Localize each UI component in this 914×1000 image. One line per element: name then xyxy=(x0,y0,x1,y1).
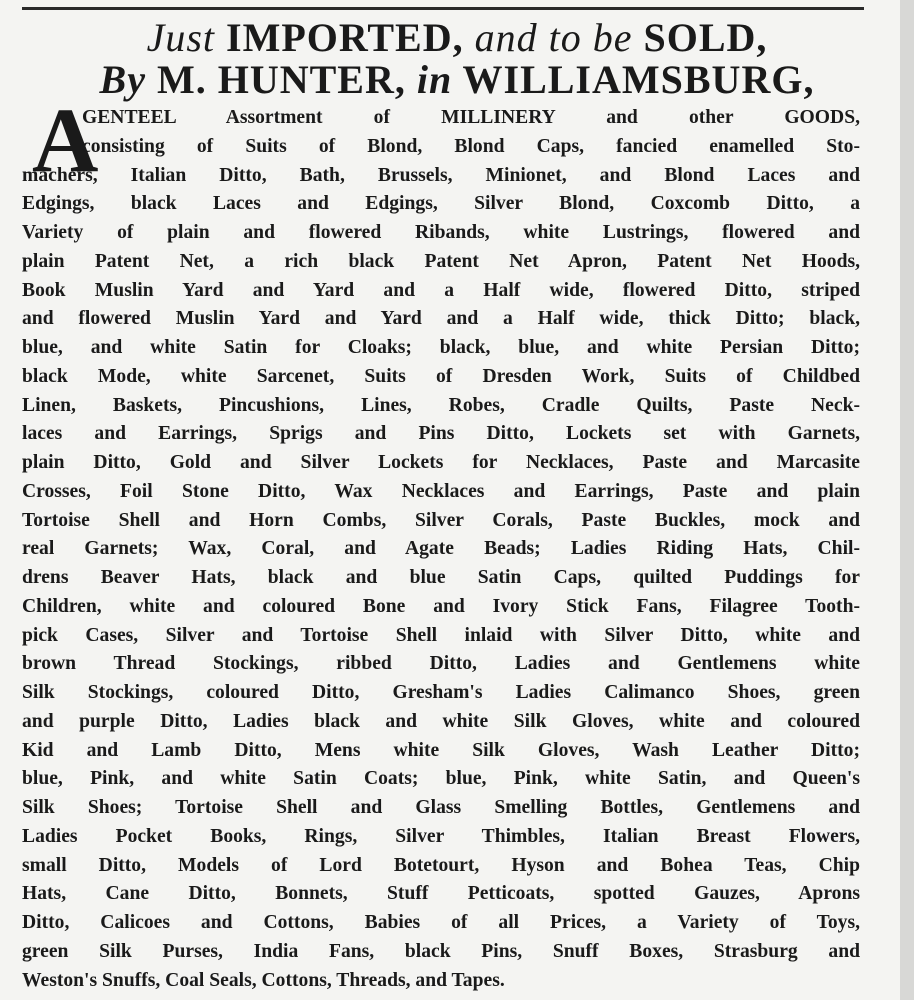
ad-line: plain Patent Net, a rich black Patent Net Apron, Patent Net Hoods, xyxy=(22,250,860,272)
headline-town: WILLIAMSBURG, xyxy=(452,57,815,102)
ad-line: Linen, Baskets, Pincushions, Lines, Robes, Cradle Quilts, Paste Neck- xyxy=(22,394,860,416)
ad-line: machers, Italian Ditto, Bath, Brussels, Minionet, and Blond Laces and xyxy=(22,164,860,186)
headline-just: Just xyxy=(146,15,216,60)
ad-line: green Silk Purses, India Fans, black Pins, Snuff Boxes, Strasburg and xyxy=(22,940,860,962)
ad-line: GENTEEL Assortment of MILLINERY and other GOODS, xyxy=(82,107,860,128)
headline-line-1 xyxy=(0,14,914,61)
ad-line: real Garnets; Wax, Coral, and Agate Beads; Ladies Riding Hats, Chil- xyxy=(22,538,860,560)
headline-by: By xyxy=(99,57,146,102)
ad-line: drens Beaver Hats, black and blue Satin Caps, quilted Puddings for xyxy=(22,567,860,588)
ad-line: Crosses, Foil Stone Ditto, Wax Necklaces and Earrings, Paste and plain xyxy=(22,480,860,502)
ad-line: Ladies Pocket Books, Rings, Silver Thimbles, Italian Breast Flowers, xyxy=(22,825,860,847)
advertisement-body xyxy=(22,104,860,995)
ad-line: Book Muslin Yard and Yard and a Half wide, flowered Ditto, striped xyxy=(22,279,860,301)
ad-line: blue, Pink, and white Satin Coats; blue, Pink, white Satin, and Queen's xyxy=(22,768,860,790)
ad-line: Ditto, Calicoes and Cottons, Babies of all Prices, a Variety of Toys, xyxy=(22,912,860,933)
ad-line: and flowered Muslin Yard and Yard and a Half wide, thick Ditto; black, xyxy=(22,308,860,330)
ad-line: brown Thread Stockings, ribbed Ditto, Ladies and Gentlemens white xyxy=(22,653,860,675)
ad-line: Silk Stockings, coloured Ditto, Gresham's Ladies Calimanco Shoes, green xyxy=(22,682,860,703)
top-rule xyxy=(22,7,864,10)
ad-line: Variety of plain and flowered Ribands, white Lustrings, flowered and xyxy=(22,222,860,243)
headline-line-2 xyxy=(0,56,914,103)
ad-line: Tortoise Shell and Horn Combs, Silver Corals, Paste Buckles, mock and xyxy=(22,509,860,531)
ad-line: Silk Shoes; Tortoise Shell and Glass Smelling Bottles, Gentlemens and xyxy=(22,797,860,818)
ad-line: pick Cases, Silver and Tortoise Shell inlaid with Silver Ditto, white and xyxy=(22,624,860,646)
headline-imported: IMPORTED, xyxy=(215,15,475,60)
ad-line: Kid and Lamb Ditto, Mens white Silk Gloves, Wash Leather Ditto; xyxy=(22,739,860,761)
page-edge-shadow xyxy=(900,0,914,1000)
ad-line: Children, white and coloured Bone and Ivory Stick Fans, Filagree Tooth- xyxy=(22,595,860,617)
headline-sold: SOLD, xyxy=(632,15,768,60)
ad-line: laces and Earrings, Sprigs and Pins Ditto, Lockets set with Garnets, xyxy=(22,423,860,445)
ad-line: Edgings, black Laces and Edgings, Silver Blond, Coxcomb Ditto, a xyxy=(22,193,860,215)
headline-and-to-be: and to be xyxy=(474,15,633,60)
ad-line: black Mode, white Sarcenet, Suits of Dresden Work, Suits of Childbed xyxy=(22,365,860,387)
ad-line: plain Ditto, Gold and Silver Lockets for Necklaces, Paste and Marcasite xyxy=(22,452,860,473)
ad-line: and purple Ditto, Ladies black and white Silk Gloves, white and coloured xyxy=(22,710,860,732)
ad-line: consisting of Suits of Blond, Blond Caps, fancied enamelled Sto- xyxy=(82,135,860,157)
drop-cap: A xyxy=(32,89,99,191)
headline-in: in xyxy=(416,57,453,102)
ad-line: small Ditto, Models of Lord Botetourt, Hyson and Bohea Teas, Chip xyxy=(22,854,860,876)
ad-line: Weston's Snuffs, Coal Seals, Cottons, Threads, and Tapes. xyxy=(22,969,505,991)
ad-line: blue, and white Satin for Cloaks; black, blue, and white Persian Ditto; xyxy=(22,337,860,358)
ad-line: Hats, Cane Ditto, Bonnets, Stuff Petticoats, spotted Gauzes, Aprons xyxy=(22,883,860,905)
headline-merchant: M. HUNTER, xyxy=(145,57,417,102)
